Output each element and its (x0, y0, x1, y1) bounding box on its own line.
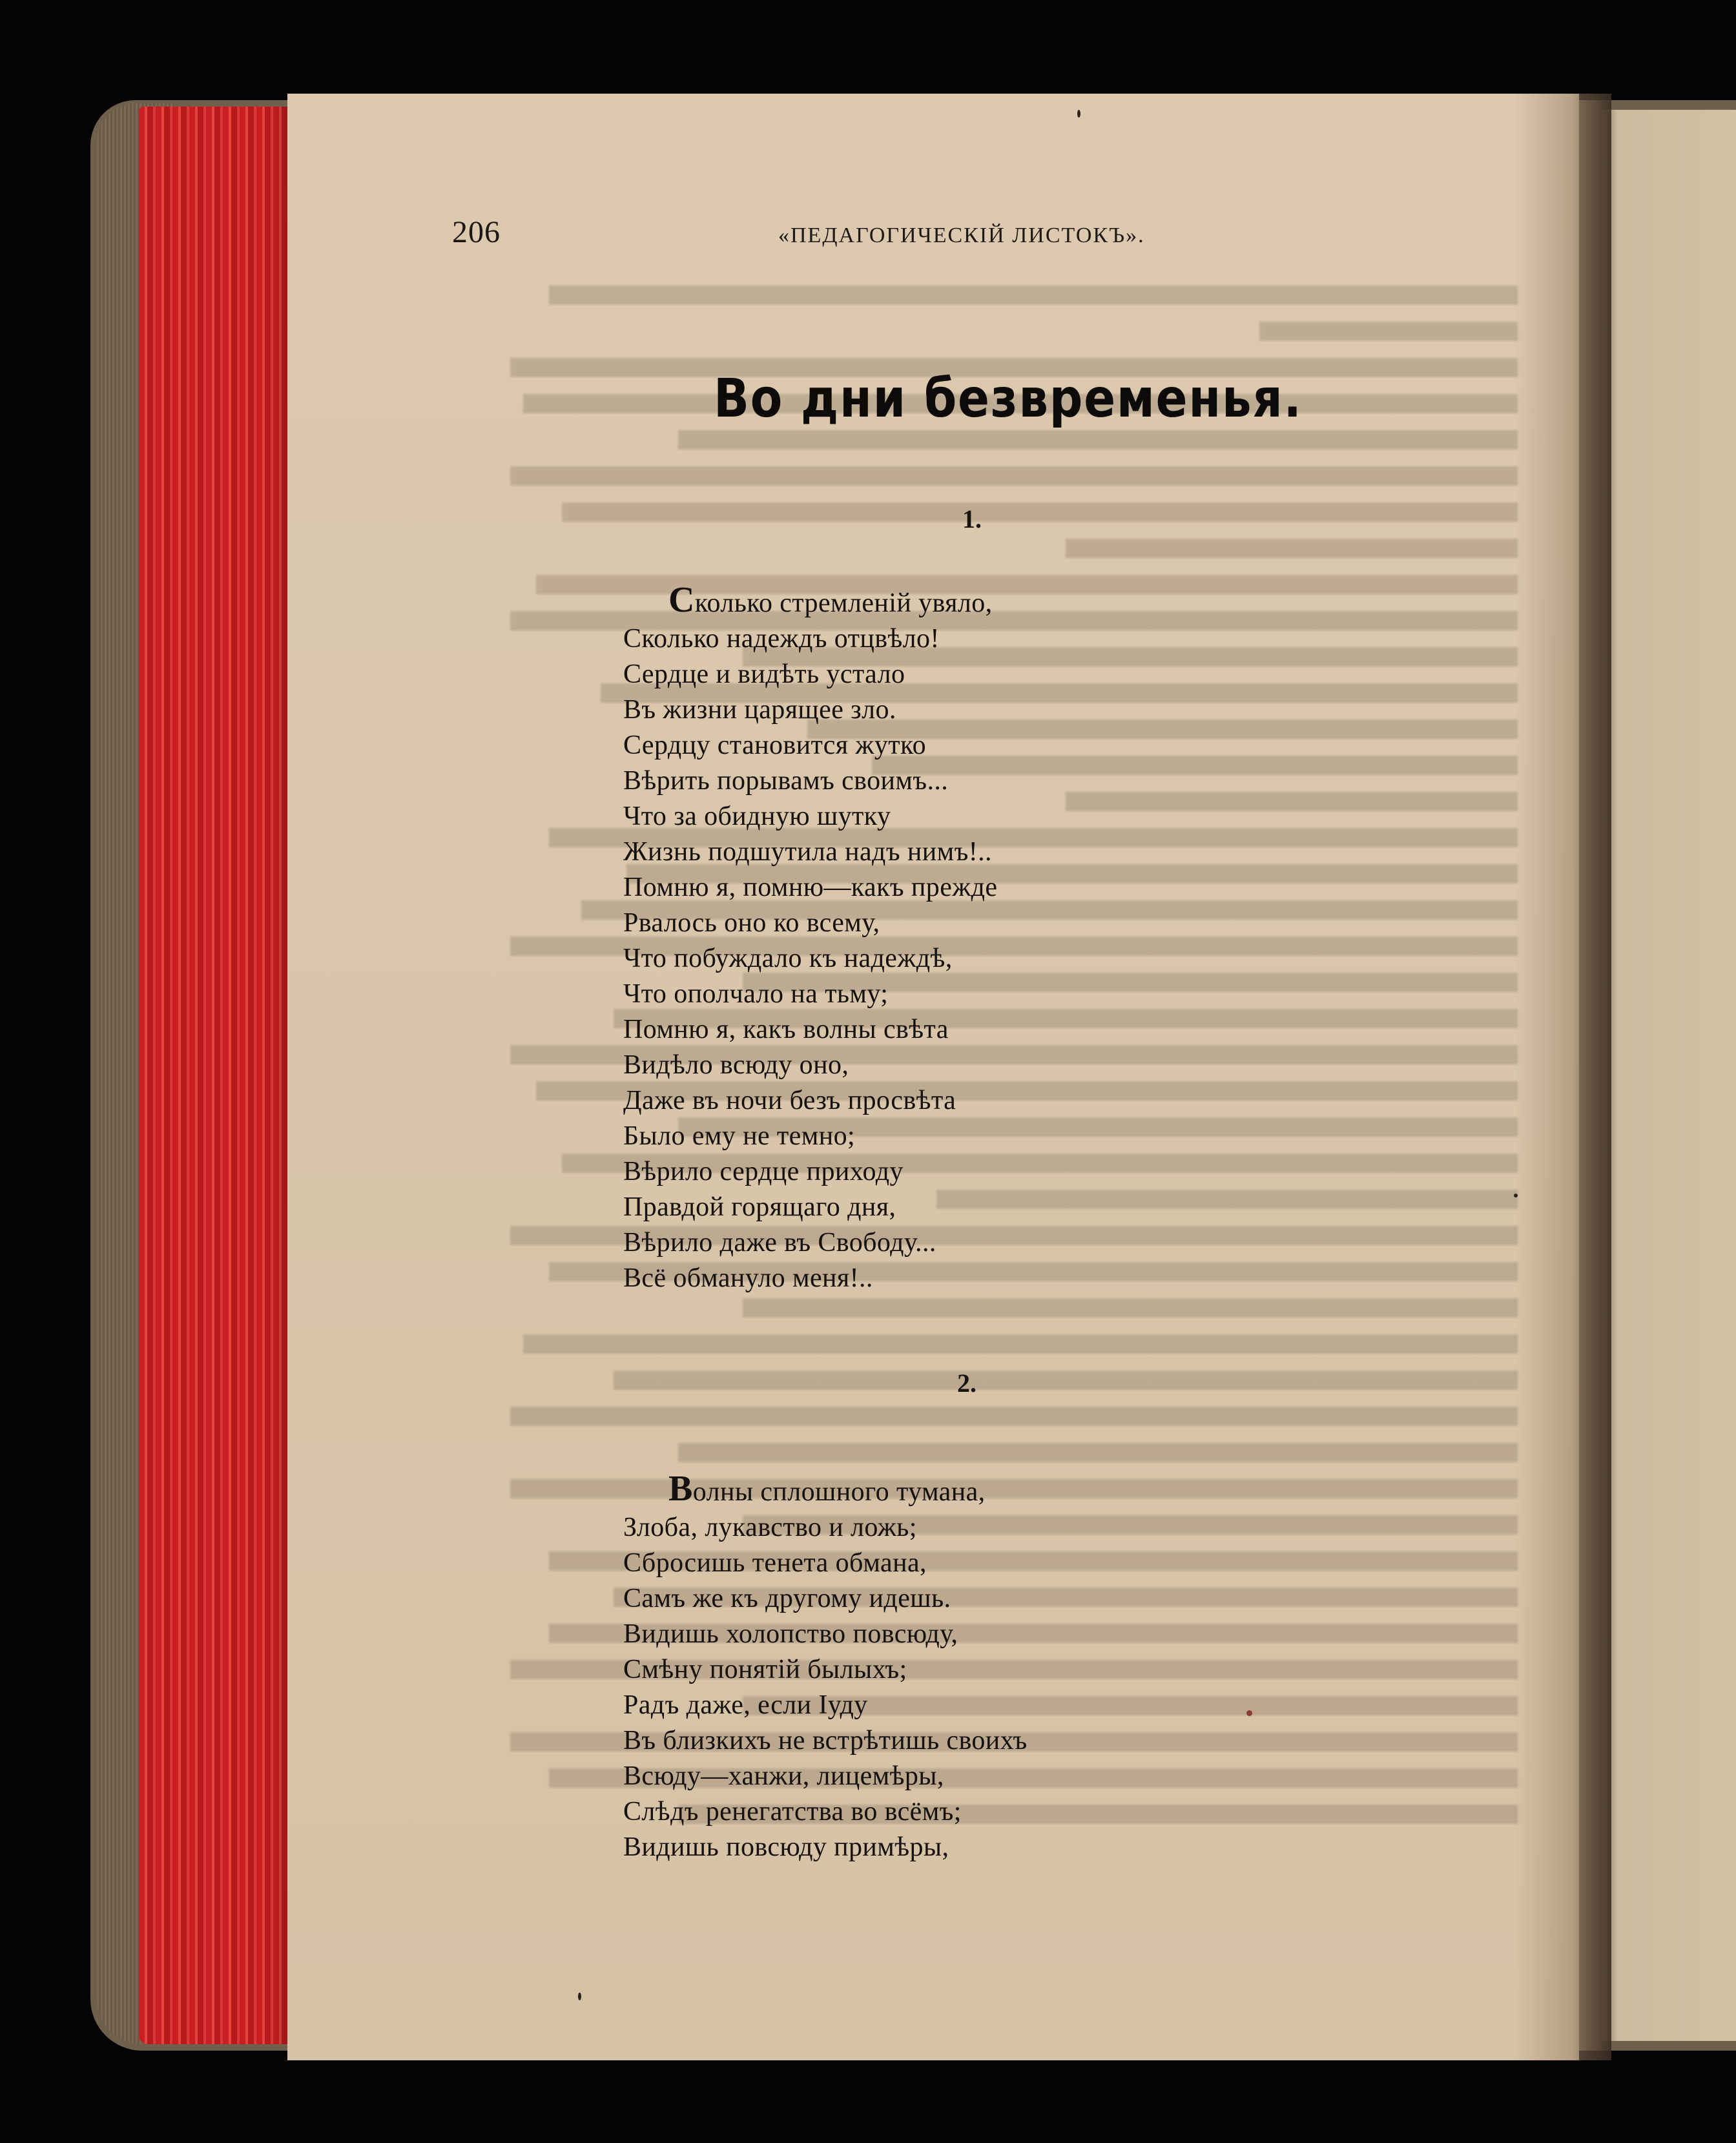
bleed-line (465, 531, 1518, 567)
poem-line: Что за обидную шутку (623, 802, 891, 831)
bleed-line (465, 1399, 1518, 1435)
bleed-bar (743, 1298, 1518, 1318)
bleed-line (465, 495, 1518, 531)
bleed-bar (1066, 792, 1518, 811)
bleed-line (465, 1327, 1518, 1363)
bleed-bar (614, 1371, 1518, 1390)
poem-line: Рвалось оно ко всему, (623, 908, 880, 938)
poem-line: Всё обмануло меня!.. (623, 1263, 873, 1293)
bleed-bar (562, 502, 1518, 522)
bleed-line (465, 314, 1518, 350)
bleed-line (465, 1363, 1518, 1399)
poem-line: Сердце и видѣть устало (623, 659, 905, 689)
poem-line: Что ополчало на тьму; (623, 979, 889, 1009)
poem-line: Вѣрило сердце приходу (623, 1157, 904, 1186)
poem-line: Слѣдъ ренегатства во всёмъ; (623, 1797, 962, 1827)
bleed-bar (523, 1334, 1518, 1354)
poem-line: Въ жизни царящее зло. (623, 695, 896, 725)
journal-title: «ПЕДАГОГИЧЕСКІЙ ЛИСТОКЪ». (778, 223, 1145, 247)
poem-line: Видѣло всюду оно, (623, 1050, 849, 1080)
section-number: 2. (957, 1369, 976, 1398)
page-number: 206 (452, 215, 501, 249)
paper-speck (1246, 1710, 1252, 1716)
poem-line: Было ему не темно; (623, 1121, 856, 1151)
poem-line: Всюду—ханжи, лицемѣры, (623, 1761, 944, 1791)
poem-line: Сердцу становится жутко (623, 730, 927, 760)
poem-line: Сбросишь тенета обмана, (623, 1548, 927, 1578)
bleed-bar (510, 1407, 1518, 1426)
poem-line: Сколько надеждъ отцвѣло! (623, 624, 940, 654)
bleed-line (465, 459, 1518, 495)
poem-line: Даже въ ночи безъ просвѣта (623, 1086, 956, 1115)
bleed-bar (678, 430, 1518, 450)
poem-line: Видишь холопство повсюду, (623, 1619, 958, 1649)
poem-line: Вѣрило даже въ Свободу... (623, 1228, 936, 1258)
bleed-bar (1066, 539, 1518, 558)
poem-line: Правдой горящаго дня, (623, 1192, 896, 1222)
bleed-bar (549, 285, 1518, 305)
bleed-line (465, 1435, 1518, 1471)
poem-title: Во дни безвременья. (714, 368, 1303, 430)
stanza-2 (623, 1471, 1028, 1865)
poem-line: Злоба, лукавство и ложь; (623, 1513, 917, 1542)
poem-line: Что побуждало къ надеждѣ, (623, 944, 953, 973)
bleed-bar (936, 1190, 1518, 1209)
red-page-edges (139, 107, 287, 2044)
poem-line: Сколько стремленій увяло, (668, 580, 993, 620)
bleed-line (465, 278, 1518, 314)
page-gutter (1514, 94, 1611, 2060)
paper-speck (1514, 1194, 1518, 1197)
poem-line: Самъ же къ другому идешь. (623, 1584, 951, 1613)
poem-line: Радъ даже, если Іуду (623, 1690, 868, 1720)
poem-line: Видишь повсюду примѣры, (623, 1832, 949, 1862)
bleed-bar (1259, 322, 1518, 341)
poem-line: Вѣрить порывамъ своимъ... (623, 766, 949, 796)
paper-speck (578, 1993, 581, 2000)
stanza-1 (623, 580, 998, 1296)
section-number: 1. (962, 504, 982, 533)
poem-line: Помню я, помню—какъ прежде (623, 873, 998, 902)
running-head (452, 214, 1511, 253)
poem-line: Въ близкихъ не встрѣтишь своихъ (623, 1726, 1028, 1755)
poem-line: Смѣну понятій былыхъ; (623, 1655, 907, 1684)
paper-speck (1077, 110, 1080, 118)
bleed-bar (510, 466, 1518, 486)
poem-line: Помню я, какъ волны свѣта (623, 1015, 949, 1044)
poem-line: Волны сплошного тумана, (668, 1469, 986, 1509)
right-page (1602, 110, 1736, 2041)
bleed-bar (678, 1443, 1518, 1462)
poem-line: Жизнь подшутила надъ нимъ!.. (623, 837, 992, 867)
